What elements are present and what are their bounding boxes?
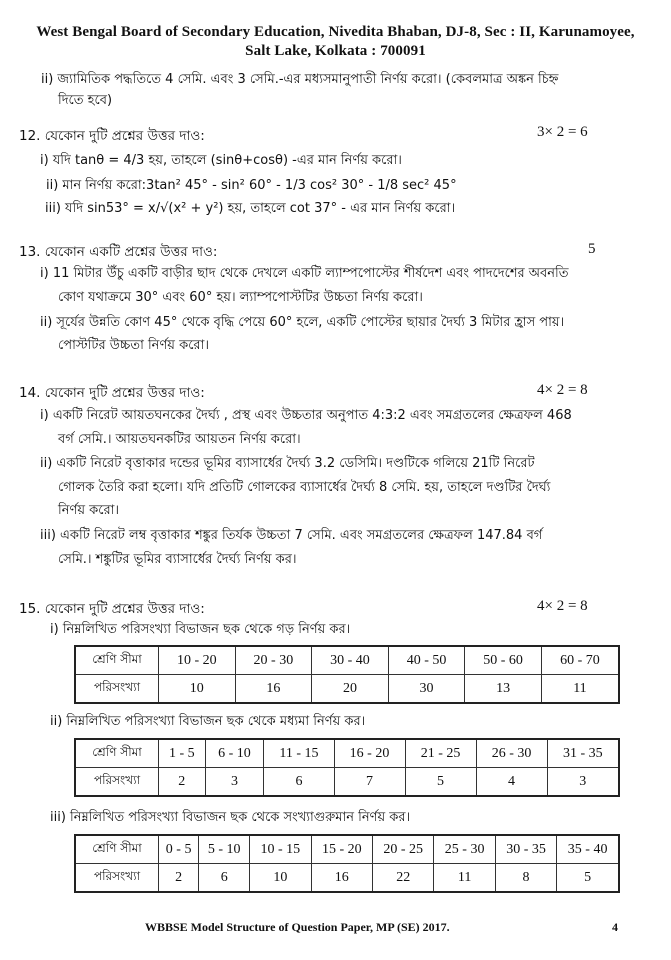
q15-marks: 4× 2 = 8 (537, 598, 588, 614)
q12-option-iii: iii) যদি sin53° = x/√(x² + y²) হয়, তাহলে cot 37° - এর মান নির্ণয় করো। (45, 201, 456, 216)
freq-cell: 3 (547, 768, 619, 797)
freq-cell: 16 (311, 864, 372, 893)
table-row-frequency (75, 675, 619, 704)
class-cell: 16 - 20 (334, 739, 405, 768)
freq-cell: 20 (312, 675, 389, 704)
q14-marks: 4× 2 = 8 (537, 382, 588, 398)
freq-cell: 11 (434, 864, 495, 893)
freq-cell: 6 (199, 864, 250, 893)
class-cell: 10 - 15 (250, 835, 311, 864)
q15-heading: 15. যেকোন দুটি প্রশ্নের উত্তর দাও: (19, 601, 205, 617)
q14-iii-line-1: iii) একটি নিরেট লম্ব বৃত্তাকার শঙ্কুর তির্যক উচ্চতা 7 সেমি. এবং সমগ্রতলের ক্ষেত্রফল 147.84 বর্গ (40, 528, 543, 543)
class-cell: 20 - 25 (372, 835, 433, 864)
freq-cell: 2 (159, 768, 206, 797)
q11-ii-line-2: দিতে হবে) (58, 93, 113, 108)
freq-cell: 10 (159, 675, 236, 704)
table-row-class (75, 739, 619, 768)
table-row-frequency (75, 768, 619, 797)
class-cell: 0 - 5 (159, 835, 199, 864)
freq-cell: 30 (388, 675, 465, 704)
freq-cell: 5 (557, 864, 619, 893)
q14-ii-line-2: গোলক তৈরি করা হলো। যদি প্রতিটি গোলকের ব্যাসার্ধের দৈর্ঘ্য 8 সেমি. হয়, তাহলে দণ্ডটির দৈর্ঘ্য (58, 480, 551, 495)
class-cell: 31 - 35 (547, 739, 619, 768)
freq-cell: 4 (476, 768, 547, 797)
q14-iii-line-2: সেমি.। শঙ্কুটির ভূমির ব্যাসার্ধের দৈর্ঘ্য নির্ণয় কর। (58, 552, 297, 567)
class-cell: 5 - 10 (199, 835, 250, 864)
q13-i-line-2: কোণ যথাক্রমে 30° এবং 60° হয়। ল্যাম্পপোস্টটির উচ্চতা নির্ণয় করো। (58, 290, 423, 305)
q12-marks: 3× 2 = 6 (537, 124, 588, 140)
class-cell: 1 - 5 (159, 739, 206, 768)
footer-text: WBBSE Model Structure of Question Paper, MP (SE) 2017. (145, 920, 450, 934)
q14-heading: 14. যেকোন দুটি প্রশ্নের উত্তর দাও: (19, 385, 205, 401)
row-label-class: শ্রেণি সীমা (75, 646, 159, 675)
freq-cell: 8 (495, 864, 556, 893)
q13-ii-line-2: পোস্টটির উচ্চতা নির্ণয় করো। (58, 338, 209, 353)
freq-cell: 2 (159, 864, 199, 893)
freq-cell: 13 (465, 675, 542, 704)
frequency-table-mean (74, 645, 620, 704)
table-row-frequency (75, 864, 619, 893)
freq-cell: 16 (235, 675, 312, 704)
row-label-class: শ্রেণি সীমা (75, 739, 159, 768)
class-cell: 50 - 60 (465, 646, 542, 675)
q11-ii-line-1: ii) জ্যামিতিক পদ্ধতিতে 4 সেমি. এবং 3 সেমি.-এর মধ্যসমানুপাতী নির্ণয় করো। (কেবলমাত্র অঙ্কন চিহ্ন (41, 72, 559, 87)
class-cell: 11 - 15 (264, 739, 334, 768)
q13-marks: 5 (588, 241, 596, 257)
class-cell: 25 - 30 (434, 835, 495, 864)
q12-option-ii: ii) মান নির্ণয় করো:3tan² 45° - sin² 60° - 1/3 cos² 30° - 1/8 sec² 45° (46, 178, 457, 193)
freq-cell: 5 (405, 768, 476, 797)
board-header-line-1: West Bengal Board of Secondary Education, Nivedita Bhaban, DJ-8, Sec : II, Karunamoyee, (36, 24, 635, 40)
class-cell: 20 - 30 (235, 646, 312, 675)
q15-option-ii: ii) নিম্নলিখিত পরিসংখ্যা বিভাজন ছক থেকে মধ্যমা নির্ণয় কর। (50, 714, 366, 729)
q14-ii-line-1: ii) একটি নিরেট বৃত্তাকার দন্ডের ভূমির ব্যাসার্ধের দৈর্ঘ্য 3.2 ডেসিমি। দণ্ডটিকে গলিয়ে 21টি নিরেট (40, 456, 535, 471)
class-cell: 6 - 10 (205, 739, 264, 768)
q12-heading: 12. যেকোন দুটি প্রশ্নের উত্তর দাও: (19, 128, 205, 144)
class-cell: 35 - 40 (557, 835, 619, 864)
freq-cell: 3 (205, 768, 264, 797)
class-cell: 60 - 70 (541, 646, 619, 675)
class-cell: 10 - 20 (159, 646, 236, 675)
freq-cell: 6 (264, 768, 334, 797)
board-header-line-2: Salt Lake, Kolkata : 700091 (245, 43, 426, 59)
freq-cell: 22 (372, 864, 433, 893)
class-cell: 21 - 25 (405, 739, 476, 768)
q14-i-line-1: i) একটি নিরেট আয়তঘনকের দৈর্ঘ্য , প্রস্থ এবং উচ্চতার অনুপাত 4:3:2 এবং সমগ্রতলের ক্ষেত্রফল 468 (40, 408, 572, 423)
row-label-frequency: পরিসংখ্যা (75, 864, 159, 893)
table-row-class (75, 835, 619, 864)
class-cell: 30 - 40 (312, 646, 389, 675)
freq-cell: 11 (541, 675, 619, 704)
q14-ii-line-3: নির্ণয় করো। (58, 503, 120, 518)
q14-i-line-2: বর্গ সেমি.। আয়তঘনকটির আয়তন নির্ণয় করো। (58, 432, 301, 447)
row-label-frequency: পরিসংখ্যা (75, 768, 159, 797)
frequency-table-median (74, 738, 620, 797)
class-cell: 15 - 20 (311, 835, 372, 864)
frequency-table-mode (74, 834, 620, 893)
q13-i-line-1: i) 11 মিটার উঁচু একটি বাড়ীর ছাদ থেকে দেখলে একটি ল্যাম্পপোস্টের শীর্ষদেশ এবং পাদদেশের অবনতি (40, 266, 569, 281)
q15-option-i: i) নিম্নলিখিত পরিসংখ্যা বিভাজন ছক থেকে গড় নির্ণয় কর। (50, 622, 351, 637)
q13-heading: 13. যেকোন একটি প্রশ্নের উত্তর দাও: (19, 244, 218, 260)
class-cell: 40 - 50 (388, 646, 465, 675)
q12-option-i: i) যদি tanθ = 4/3 হয়, তাহলে (sinθ+cosθ) -এর মান নির্ণয় করো। (40, 153, 402, 168)
class-cell: 26 - 30 (476, 739, 547, 768)
row-label-class: শ্রেণি সীমা (75, 835, 159, 864)
q13-ii-line-1: ii) সূর্যের উন্নতি কোণ 45° থেকে বৃদ্ধি পেয়ে 60° হলে, একটি পোস্টের ছায়ার দৈর্ঘ্য 3 মিটার হ্রাস পায়। (40, 315, 565, 330)
page-number: 4 (612, 920, 618, 934)
row-label-frequency: পরিসংখ্যা (75, 675, 159, 704)
table-row-class (75, 646, 619, 675)
freq-cell: 7 (334, 768, 405, 797)
q15-option-iii: iii) নিম্নলিখিত পরিসংখ্যা বিভাজন ছক থেকে সংখ্যাগুরুমান নির্ণয় কর। (50, 810, 411, 825)
class-cell: 30 - 35 (495, 835, 556, 864)
freq-cell: 10 (250, 864, 311, 893)
